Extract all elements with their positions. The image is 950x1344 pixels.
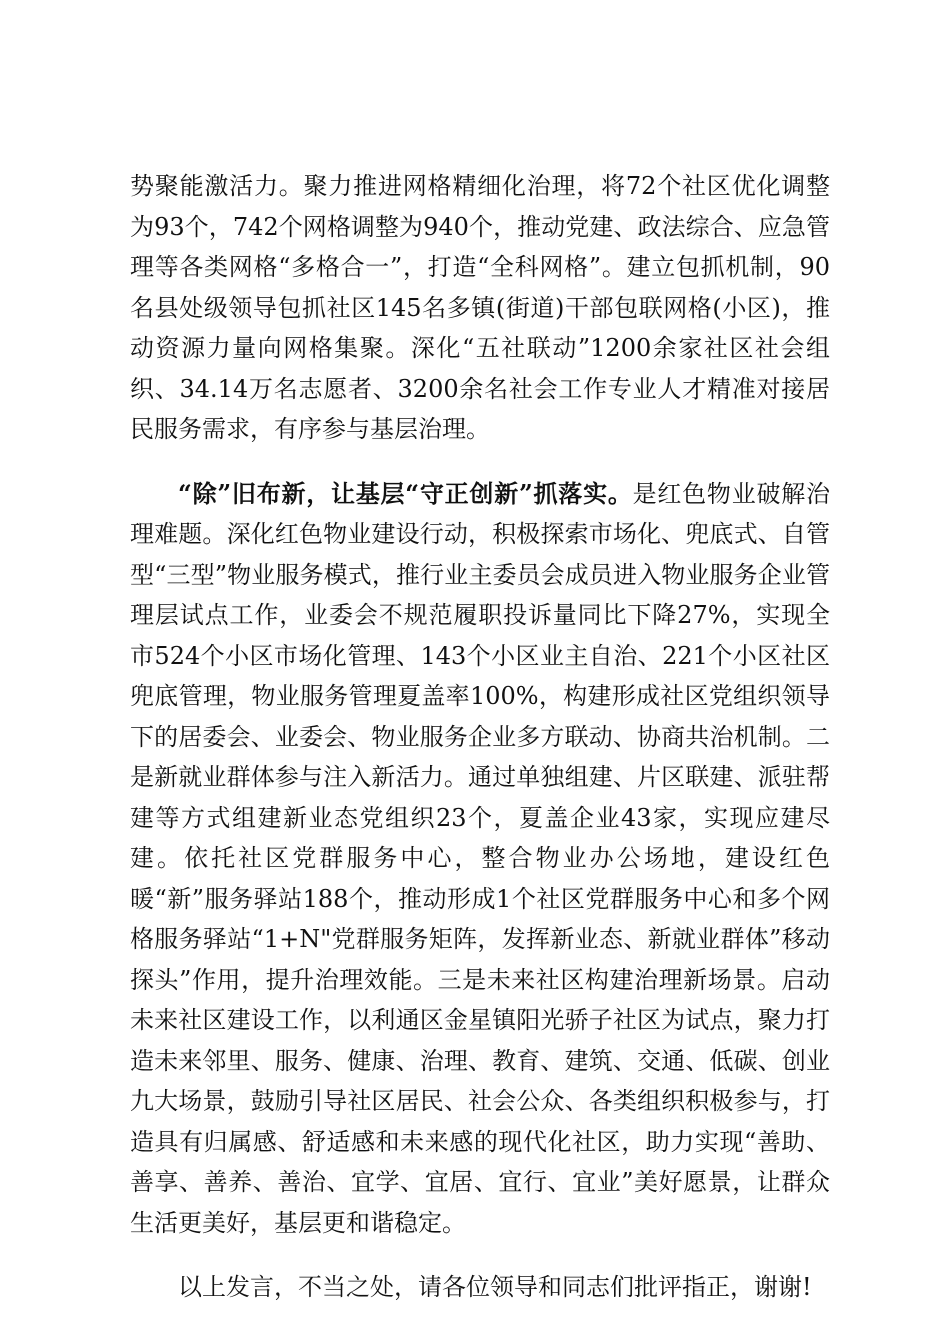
document-body	[130, 166, 830, 1308]
paragraph-text: 是红色物业破解治理难题。深化红色物业建设行动，积极探索市场化、兜底式、自管型“三型”物业服务模式，推行业主委员会成员进入物业服务企业管理层试点工作，业委会不规范履职投诉量同比下降27%，实现全市524个小区市场化管理、143个小区业主自治、221个小区社区兜底管理，物业服务管理夏盖率100%，构建形成社区党组织领导下的居委会、业委会、物业服务企业多方联动、协商共治机制。二是新就业群体参与注入新活力。通过单独组建、片区联建、派驻帮建等方式组建新业态党组织23个，夏盖企业43家，实现应建尽建。依托社区党群服务中心，整合物业办公场地，建设红色暖“新”服务驿站188个，推动形成1个社区党群服务中心和多个网格服务驿站“1+N"党群服务矩阵，发挥新业态、新就业群体”移动探头”作用，提升治理效能。三是未来社区构建治理新场景。启动未来社区建设工作，以利通区金星镇阳光骄子社区为试点，聚力打造未来邻里、服务、健康、治理、教育、建筑、交通、低碳、创业九大场景，鼓励引导社区居民、社会公众、各类组织积极参与，打造具有归属感、舒适感和未来感的现代化社区，助力实现“善助、善享、善养、善治、宜学、宜居、宜行、宜业”美好愿景，让群众生活更美好，基层更和谐稳定。	[130, 479, 831, 1237]
paragraph-closing	[130, 1267, 830, 1308]
paragraph-text: 以上发言，不当之处，请各位领导和同志们批评指正，谢谢!	[178, 1273, 812, 1301]
paragraph-grid-governance	[130, 166, 830, 450]
paragraph-innovation	[130, 474, 830, 1244]
paragraph-heading: “除”旧布新，让基层“守正创新”抓落实。	[178, 478, 633, 508]
paragraph-text: 势聚能激活力。聚力推进网格精细化治理，将72个社区优化调整为93个，742个网格调整为940个，推动党建、政法综合、应急管理等各类网格“多格合一”，打造“全科网格”。建立包抓机制，90名县处级领导包抓社区145名多镇(街道)干部包联网格(小区)，推动资源力量向网格集聚。深化“五社联动”1200余家社区社会组织、34.14万名志愿者、3200余名社会工作专业人才精准对接居民服务需求，有序参与基层治理。	[130, 172, 830, 443]
